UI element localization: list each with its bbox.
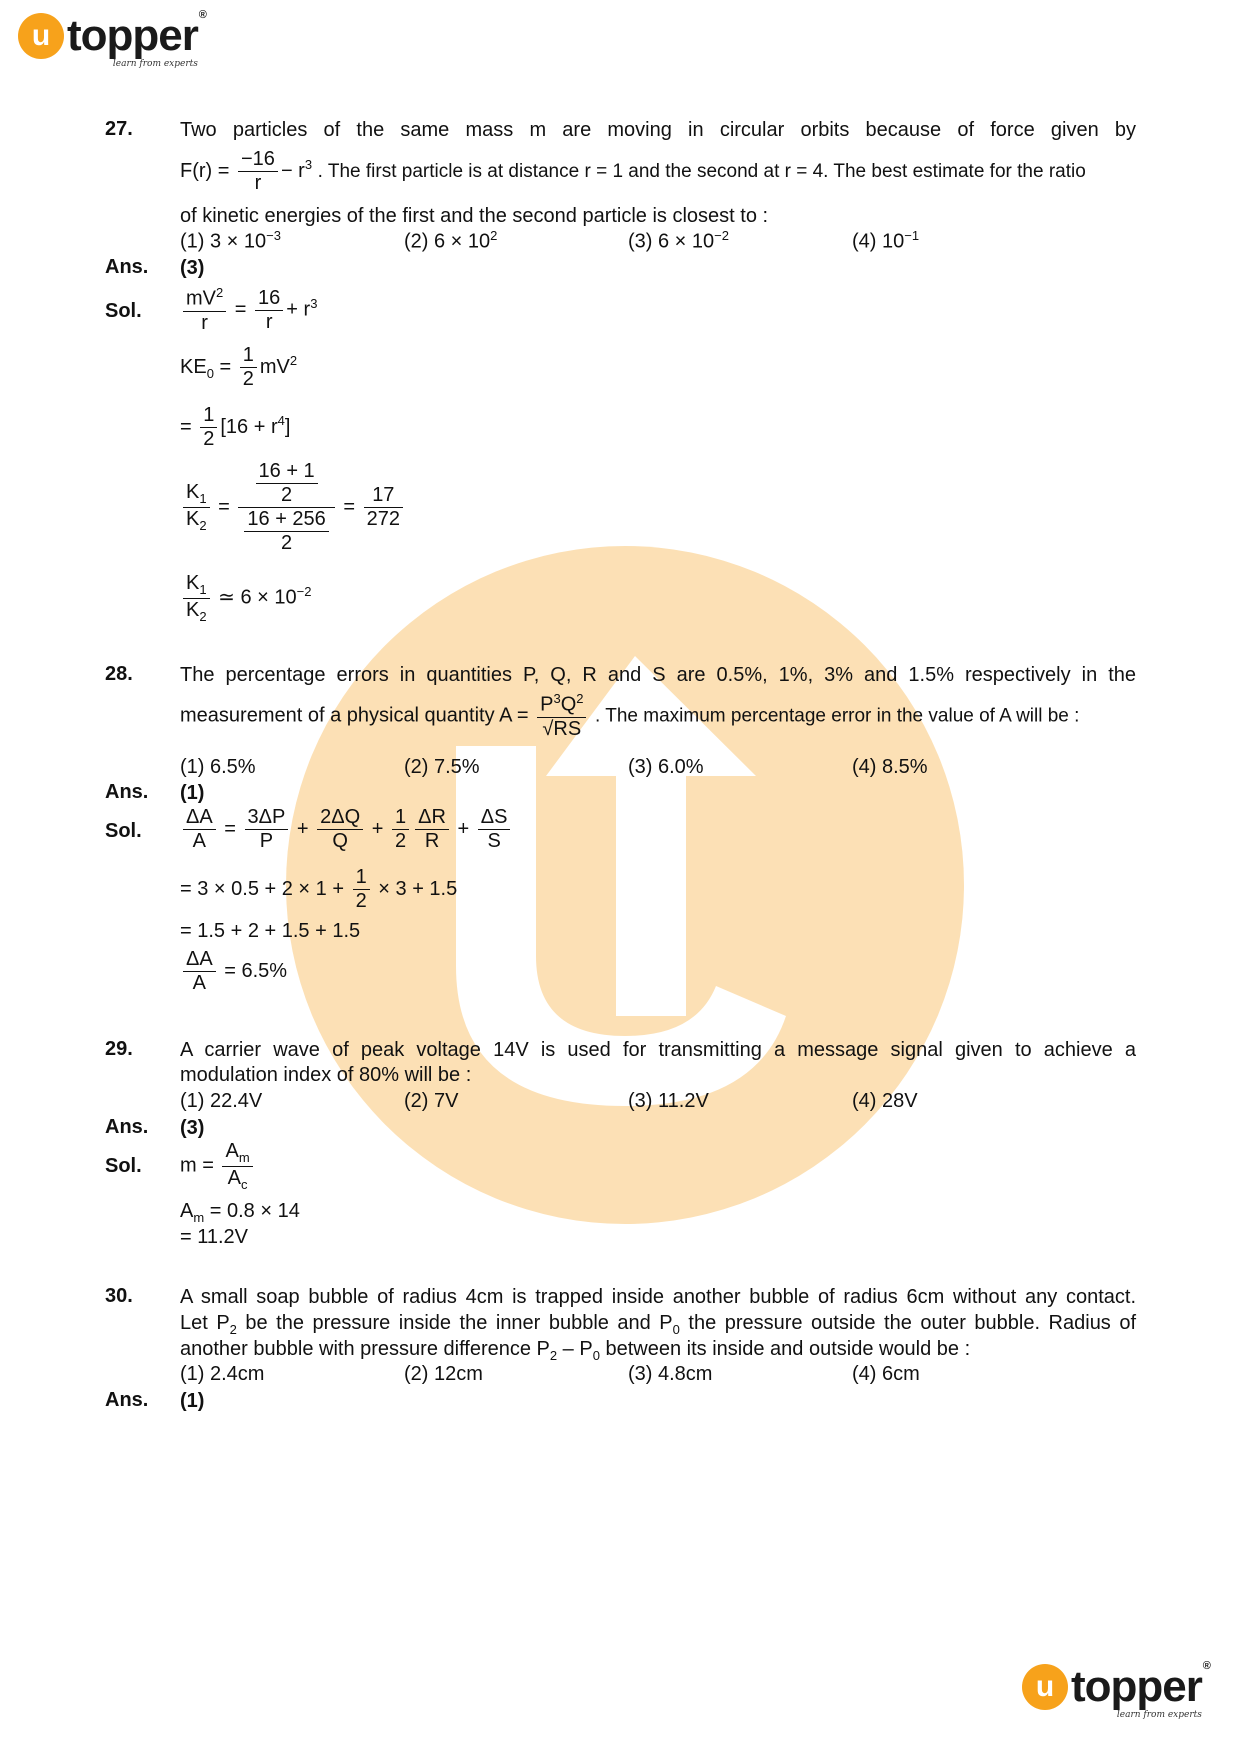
question-text: modulation index of 80% will be : — [180, 1064, 472, 1086]
question-number: 30. — [105, 1285, 133, 1307]
logo-tagline: learn from experts — [112, 59, 198, 69]
logo-wordmark: topper — [67, 11, 198, 60]
option-1: (1) 22.4V — [180, 1090, 263, 1112]
solution-step: $\frac{K_1}{K_2}$ = $\frac{\frac{16 + 1}{2}}{\frac{16 + 256}{2}}$ = $\frac{17}{272}$ — [180, 460, 406, 555]
option-4: (4) 6cm — [852, 1363, 920, 1385]
solution-step: $\frac{\Delta A}{A}$ = 6.5% — [180, 948, 287, 995]
option-4: (4) 8.5% — [852, 756, 928, 778]
solution-step: $\frac{K_1}{K_2}$ ≃ $6 \times 10^{-2}$ — [180, 572, 311, 625]
question-number: 28. — [105, 663, 133, 685]
logo-u-icon: u — [1022, 1664, 1068, 1710]
question-text: The percentage errors in quantities P, Q, R and S are 0.5%, 1%, 3% and 1.5% respectively in the — [180, 664, 1136, 686]
question-text: A small soap bubble of radius 4cm is trapped inside another bubble of radius 6cm without any contact. — [180, 1286, 1136, 1308]
option-3: (3) 11.2V — [628, 1090, 709, 1112]
option-2: (2) 7.5% — [404, 756, 480, 778]
solution-step: = 1.5 + 2 + 1.5 + 1.5 — [180, 920, 361, 942]
answer-value: (3) — [180, 1117, 205, 1139]
logo-tagline: learn from experts — [1116, 1710, 1202, 1720]
option-1: (1) 2.4cm — [180, 1363, 265, 1385]
logo-wordmark: topper — [1071, 1662, 1202, 1711]
solution-label: Sol. — [105, 820, 142, 842]
question-text: Let $P_2$ be the pressure inside the inner bubble and $P_0$ the pressure outside the outer bubble. Radius of — [180, 1312, 1136, 1337]
solution-step: $KE_0$ = $\frac{1}{2}$ $mV^2$ — [180, 344, 298, 390]
solution-step: = 3 × 0.5 + 2 × 1 + $\frac{1}{2}$ × 3 + 1.5 — [180, 866, 458, 912]
question-number: 29. — [105, 1038, 133, 1060]
option-4: (4) 28V — [852, 1090, 918, 1112]
solution-step: $A_m = 0.8 \times 14$ — [180, 1200, 300, 1225]
question-text: A carrier wave of peak voltage 14V is used for transmitting a message signal given to achieve a — [180, 1039, 1136, 1061]
option-3: (3) 6.0% — [628, 756, 704, 778]
option-1: (1) 6.5% — [180, 756, 256, 778]
answer-value: (3) — [180, 257, 205, 279]
solution-label: Sol. — [105, 300, 142, 322]
solution-label: Sol. — [105, 1155, 142, 1177]
answer-value: (1) — [180, 782, 205, 804]
option-4: (4) $10^{-1}$ — [852, 228, 920, 253]
solution-step: m = $\frac{A_m}{A_c}$ — [180, 1140, 256, 1193]
solution-step: $\frac{\Delta A}{A}$ = $\frac{3\Delta P}{P}$ + $\frac{2\Delta Q}{Q}$ + $\frac{1}{2}$ $\frac{\Delta R}{R}$ + $\frac{\Delta S}{S}$ — [180, 806, 513, 853]
solution-step: $\frac{mV^2}{r}$ = $\frac{16}{r}$ + $r^3$ — [180, 286, 317, 335]
option-2: (2) 7V — [404, 1090, 459, 1112]
logo-u-icon: u — [18, 13, 64, 59]
question-text: Two particles of the same mass m are moving in circular orbits because of force given by — [180, 119, 1136, 141]
answer-label: Ans. — [105, 1389, 149, 1411]
question-text-formula: measurement of a physical quantity A = $\frac{P^3Q^2}{√RS}$ . The maximum percentage error in the value of A will be : — [180, 691, 1080, 740]
option-2: (2) 12cm — [404, 1363, 483, 1385]
question-text: another bubble with pressure difference $P_2 - P_0$ between its inside and outside would be : — [180, 1338, 971, 1363]
option-1: (1) $3 \times 10^{-3}$ — [180, 228, 281, 253]
registered-mark: ® — [1202, 1660, 1210, 1672]
option-2: (2) $6 \times 10^2$ — [404, 228, 498, 253]
registered-mark: ® — [198, 9, 206, 21]
question-text: of kinetic energies of the first and the second particle is closest to : — [180, 205, 769, 227]
option-3: (3) 4.8cm — [628, 1363, 713, 1385]
solution-step: = $\frac{1}{2}$ $[16 + r^4]$ — [180, 404, 291, 450]
answer-value: (1) — [180, 1390, 205, 1412]
answer-label: Ans. — [105, 256, 149, 278]
question-text-force: F(r) = $\frac{-16}{r}$ − $r^3$ . The first particle is at distance r = 1 and the second at r = 4. The best estimate for the ratio — [180, 148, 1086, 194]
answer-label: Ans. — [105, 1116, 149, 1138]
solution-step: = 11.2V — [180, 1226, 249, 1248]
answer-label: Ans. — [105, 781, 149, 803]
force-fraction: $\frac{-16}{r}$ — [238, 148, 278, 195]
question-number: 27. — [105, 118, 133, 140]
option-3: (3) $6 \times 10^{-2}$ — [628, 228, 729, 253]
